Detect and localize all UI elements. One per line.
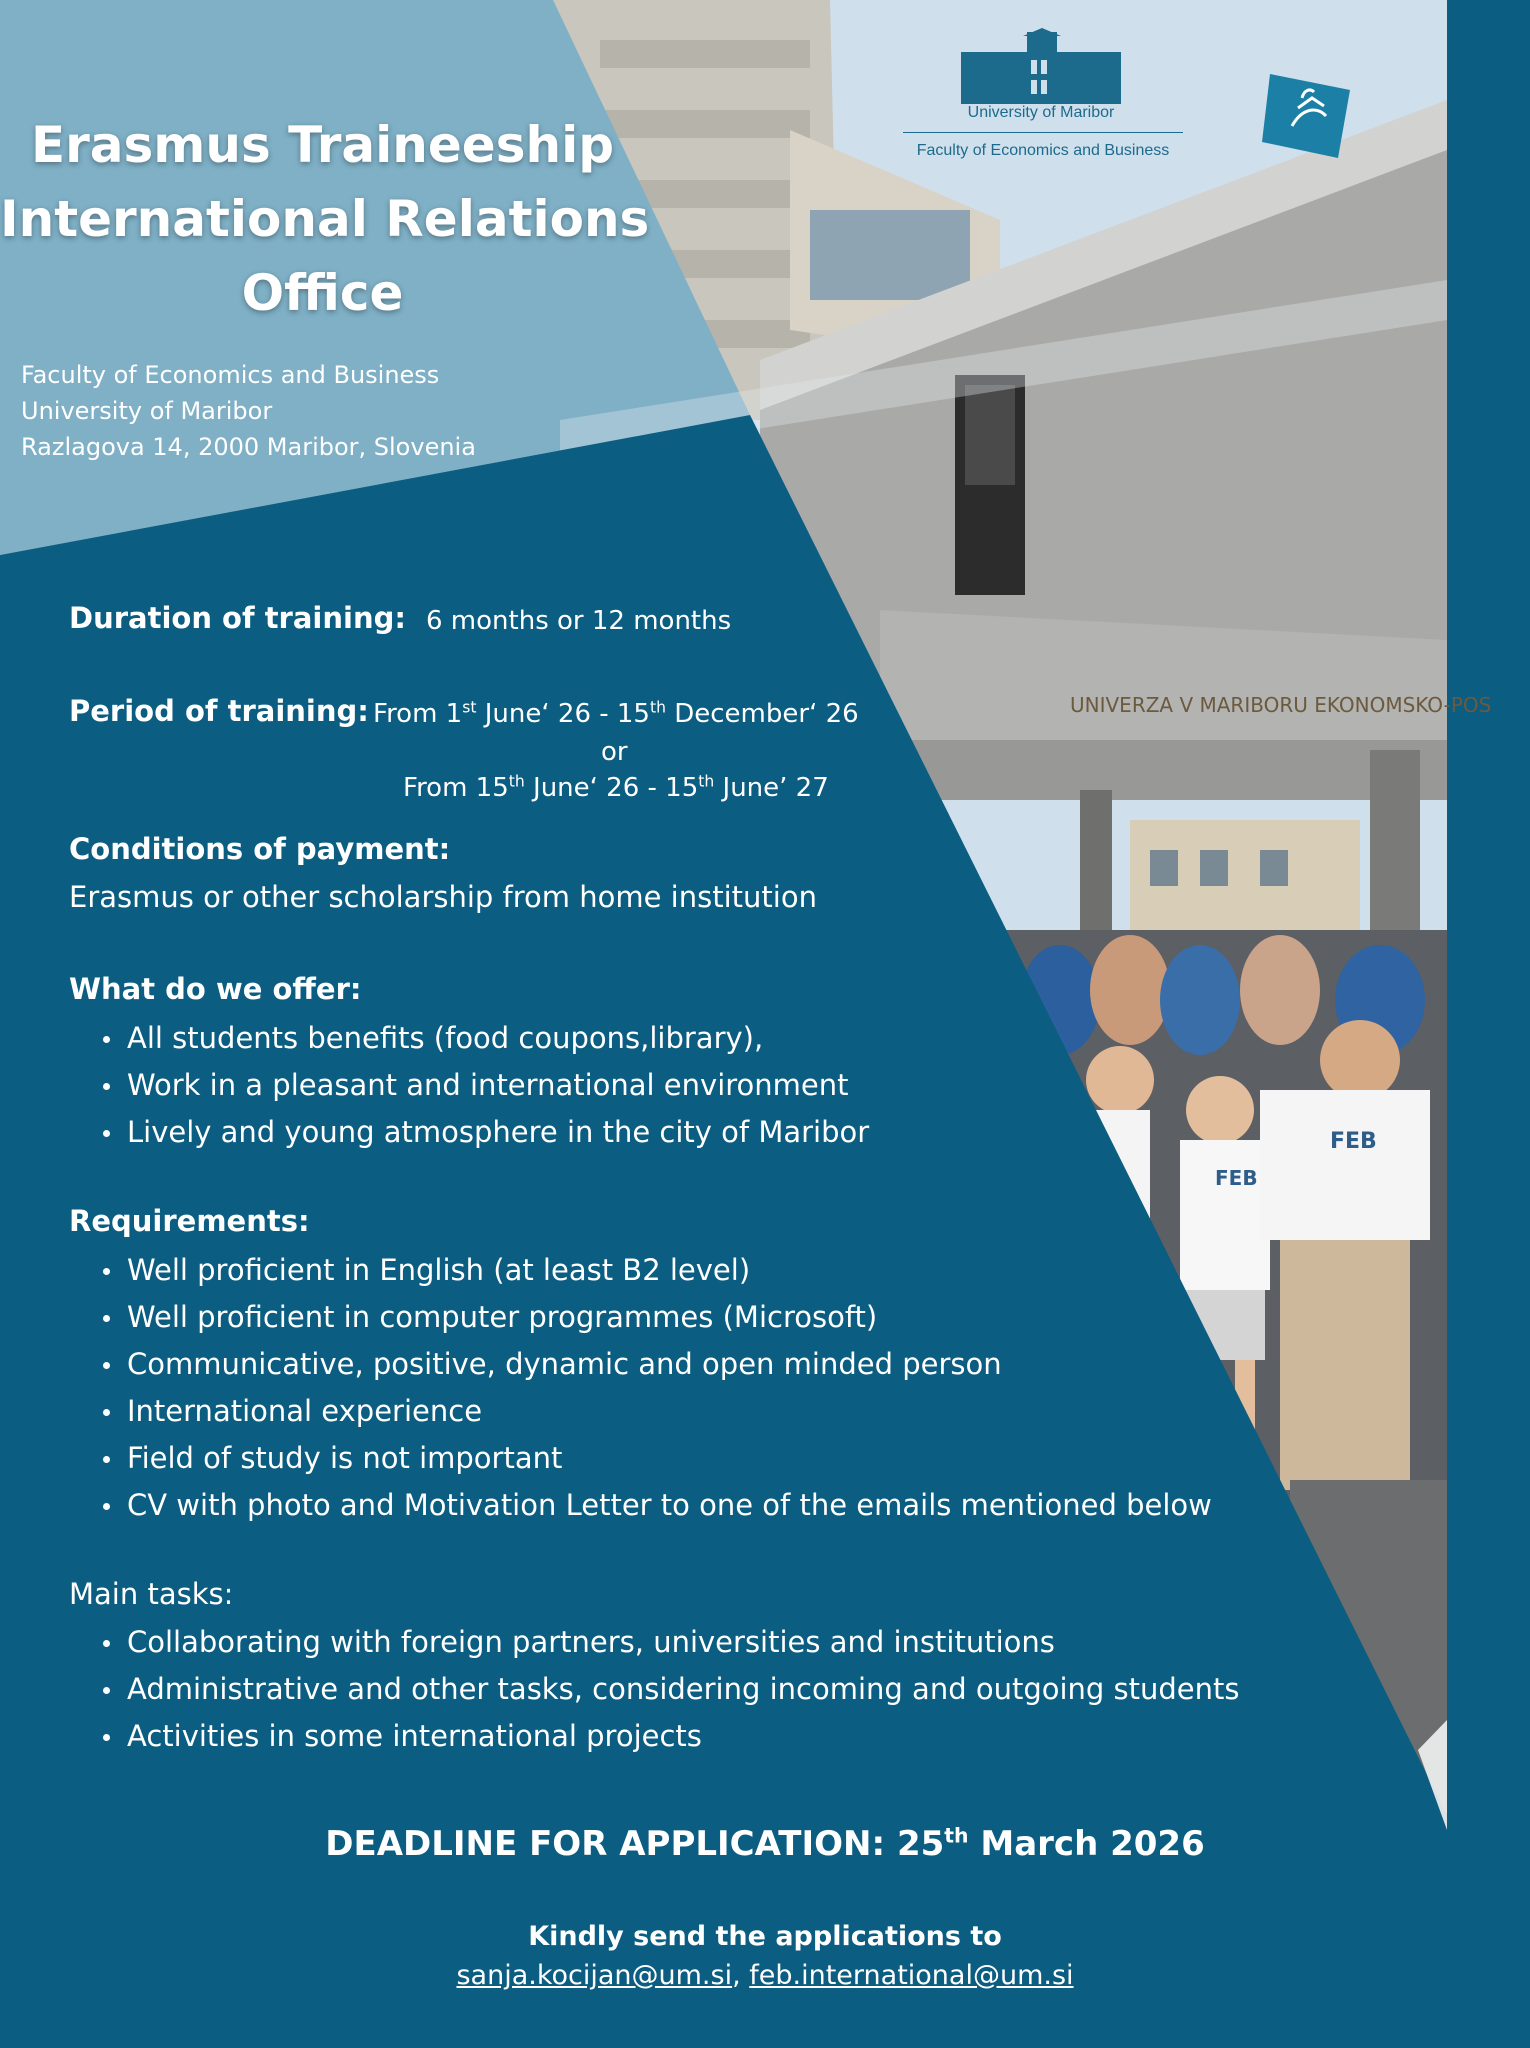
list-item: Lively and young atmosphere in the city of Maribor: [69, 1109, 869, 1156]
period-or: or: [601, 737, 628, 767]
title-line-2: International Relations: [0, 190, 650, 248]
requirements-label: Requirements:: [69, 1204, 310, 1238]
email-link-2[interactable]: feb.international@um.si: [749, 1960, 1074, 1991]
duration-label: Duration of training:: [69, 601, 406, 635]
address-line-1: Faculty of Economics and Business: [21, 361, 440, 389]
duration-value: 6 months or 12 months: [426, 606, 732, 636]
tasks-list: [69, 1619, 1240, 1760]
period-line-2: From 15th June‘ 26 - 15th June’ 27: [403, 772, 829, 803]
period-line-1: From 1st June‘ 26 - 15th December‘ 26: [373, 698, 859, 729]
list-item: Activities in some international projects: [69, 1713, 1240, 1760]
faculty-name: Faculty of Economics and Business: [916, 142, 1170, 159]
deadline-banner: DEADLINE FOR APPLICATION: 25th March 2026: [325, 1823, 1205, 1864]
period-label: Period of training:: [69, 694, 369, 728]
contact-heading: Kindly send the applications to: [528, 1921, 1002, 1952]
offer-list: [69, 1015, 869, 1156]
list-item: Field of study is not important: [69, 1435, 1212, 1482]
address-line-3: Razlagova 14, 2000 Maribor, Slovenia: [21, 433, 476, 461]
list-item: Well proficient in computer programmes (Microsoft): [69, 1294, 1212, 1341]
address-line-2: University of Maribor: [21, 397, 273, 425]
logo-divider: [903, 132, 1183, 133]
list-item: Collaborating with foreign partners, universities and institutions: [69, 1619, 1240, 1666]
faculty-emblem-icon: [1262, 68, 1352, 162]
list-item: Administrative and other tasks, considering incoming and outgoing students: [69, 1666, 1240, 1713]
requirements-list: [69, 1247, 1212, 1529]
list-item: CV with photo and Motivation Letter to one of the emails mentioned below: [69, 1482, 1212, 1529]
payment-label: Conditions of payment:: [69, 832, 451, 866]
university-logo: [903, 28, 1183, 168]
offer-label: What do we offer:: [69, 972, 362, 1006]
tasks-label: Main tasks:: [69, 1577, 234, 1611]
address-block: [21, 357, 476, 465]
building-sign: UNIVERZA V MARIBORU EKONOMSKO-POS: [1070, 693, 1492, 717]
shirt-text-right: FEB: [1330, 1129, 1377, 1154]
page-title: [0, 108, 650, 330]
title-line-3: Office: [241, 264, 404, 322]
university-name: University of Maribor: [967, 104, 1115, 121]
shirt-text-center: FEB: [1215, 1166, 1258, 1190]
list-item: Communicative, positive, dynamic and open minded person: [69, 1341, 1212, 1388]
contact-emails: sanja.kocijan@um.si, feb.international@um.si: [456, 1960, 1074, 1991]
list-item: All students benefits (food coupons,library),: [69, 1015, 869, 1062]
email-link-1[interactable]: sanja.kocijan@um.si: [456, 1960, 733, 1991]
title-line-1: Erasmus Traineeship: [30, 116, 615, 174]
list-item: International experience: [69, 1388, 1212, 1435]
payment-text: Erasmus or other scholarship from home institution: [69, 880, 817, 914]
list-item: Work in a pleasant and international environment: [69, 1062, 869, 1109]
list-item: Well proficient in English (at least B2 level): [69, 1247, 1212, 1294]
